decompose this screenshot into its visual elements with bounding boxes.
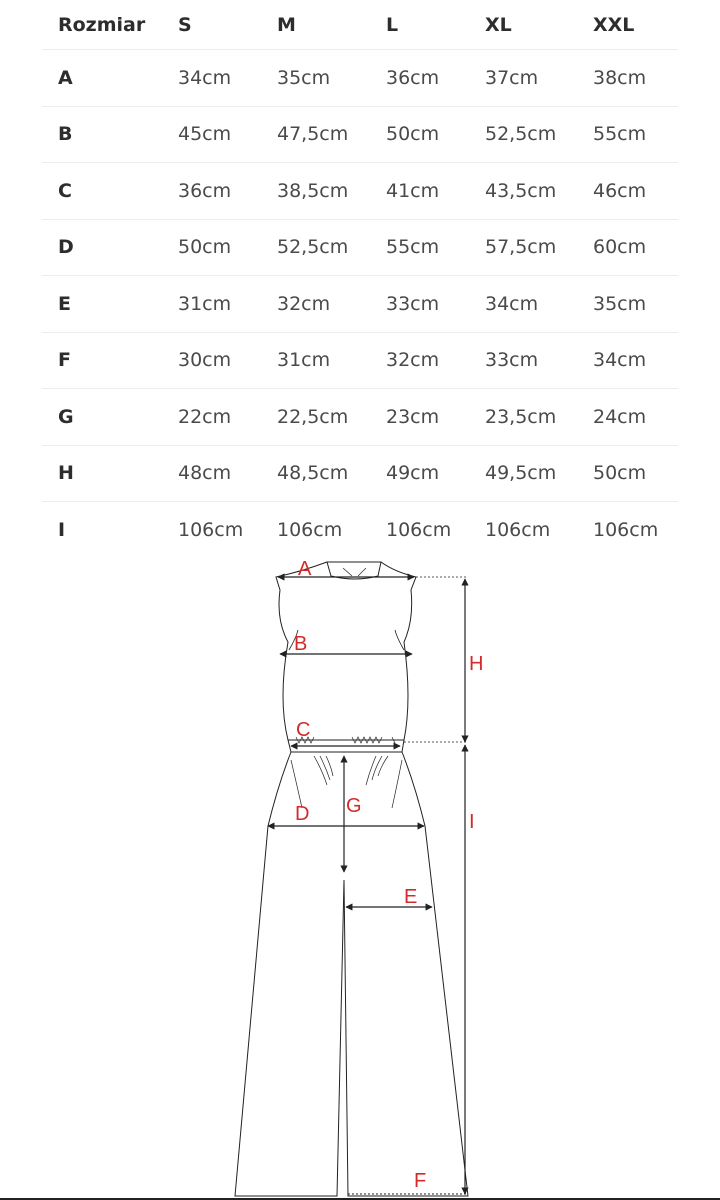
table-cell: 43,5cm	[469, 163, 577, 220]
measurement-labels	[294, 558, 483, 1192]
table-cell: 31cm	[261, 332, 370, 389]
row-label: B	[42, 106, 162, 163]
header-size-m: M	[261, 0, 370, 50]
header-rozmiar: Rozmiar	[42, 0, 162, 50]
table-cell: 32cm	[261, 276, 370, 333]
table-cell: 36cm	[370, 50, 469, 107]
table-cell: 45cm	[162, 106, 261, 163]
row-label: H	[42, 445, 162, 502]
table-cell: 34cm	[577, 332, 678, 389]
table-cell: 34cm	[162, 50, 261, 107]
table-cell: 31cm	[162, 276, 261, 333]
table-cell: 38,5cm	[261, 163, 370, 220]
table-cell: 32cm	[370, 332, 469, 389]
row-label: G	[42, 389, 162, 446]
header-size-l: L	[370, 0, 469, 50]
table-row	[42, 219, 678, 276]
table-cell: 48cm	[162, 445, 261, 502]
size-table	[42, 0, 678, 558]
table-row	[42, 389, 678, 446]
diagram-label-i: I	[469, 811, 475, 833]
table-cell: 22,5cm	[261, 389, 370, 446]
table-cell: 50cm	[162, 219, 261, 276]
diagram-label-h: H	[469, 653, 484, 675]
table-cell: 106cm	[178, 518, 244, 541]
table-cell: 48,5cm	[261, 445, 370, 502]
table-cell: 35cm	[261, 50, 370, 107]
header-size-xl: XL	[469, 0, 577, 50]
table-cell: 47,5cm	[261, 106, 370, 163]
table-cell: 50cm	[577, 445, 678, 502]
row-label: A	[42, 50, 162, 107]
table-cell: 23cm	[370, 389, 469, 446]
table-cell: 52,5cm	[469, 106, 577, 163]
table-cell: 60cm	[577, 219, 678, 276]
table-cell: 38cm	[577, 50, 678, 107]
table-cell: 52,5cm	[261, 219, 370, 276]
table-row	[42, 163, 678, 220]
diagram-label-e: E	[404, 886, 418, 908]
table-cell: 33cm	[469, 332, 577, 389]
diagram-label-d: D	[295, 803, 310, 825]
row-label: E	[42, 276, 162, 333]
jumpsuit-diagram	[0, 548, 720, 1200]
table-cell: 50cm	[370, 106, 469, 163]
table-cell: 36cm	[162, 163, 261, 220]
table-row	[42, 50, 678, 107]
diagram-label-c: C	[296, 719, 311, 741]
table-cell: 55cm	[370, 219, 469, 276]
header-size-xxl: XXL	[577, 0, 678, 50]
table-cell: 55cm	[577, 106, 678, 163]
table-cell: 37cm	[469, 50, 577, 107]
table-cell: 106cm	[386, 518, 452, 541]
measurement-lines	[268, 577, 468, 1194]
table-header-row	[42, 0, 678, 50]
table-row	[42, 106, 678, 163]
table-row	[42, 276, 678, 333]
diagram-label-g: G	[346, 795, 362, 817]
row-label: D	[42, 219, 162, 276]
table-cell: 35cm	[577, 276, 678, 333]
table-cell: 33cm	[370, 276, 469, 333]
table-cell: 49,5cm	[469, 445, 577, 502]
table-cell: 106cm	[593, 518, 659, 541]
row-label: F	[42, 332, 162, 389]
header-size-s: S	[162, 0, 261, 50]
table-cell: 106cm	[277, 518, 343, 541]
table-cell: 41cm	[370, 163, 469, 220]
table-cell: 23,5cm	[469, 389, 577, 446]
table-cell: 46cm	[577, 163, 678, 220]
table-cell: 106cm	[485, 518, 551, 541]
table-row	[42, 332, 678, 389]
table-cell: 24cm	[577, 389, 678, 446]
diagram-label-a: A	[298, 558, 312, 580]
table-cell: 49cm	[370, 445, 469, 502]
table-cell: 22cm	[162, 389, 261, 446]
table-cell: 30cm	[162, 332, 261, 389]
table-cell: 34cm	[469, 276, 577, 333]
table-row	[42, 445, 678, 502]
row-label: I	[58, 518, 66, 541]
diagram-label-b: B	[294, 633, 308, 655]
table-cell: 57,5cm	[469, 219, 577, 276]
row-label: C	[42, 163, 162, 220]
diagram-label-f: F	[414, 1170, 427, 1192]
garment-outline	[235, 562, 468, 1196]
